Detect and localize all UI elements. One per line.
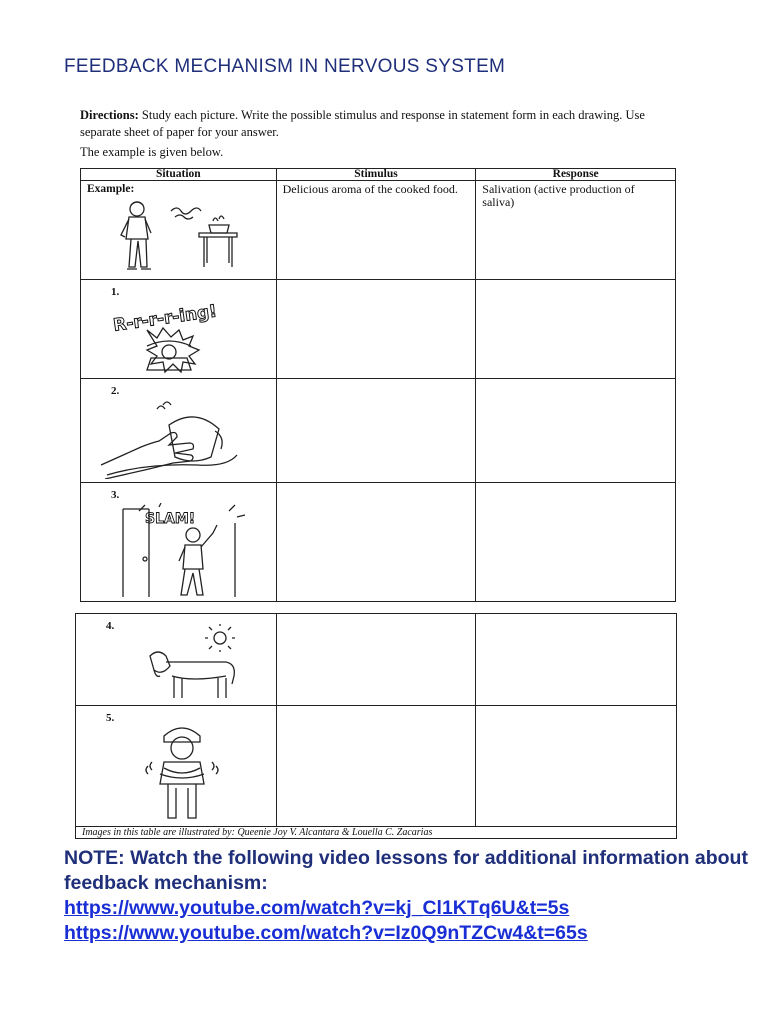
response-cell[interactable] [476,706,677,827]
situation-cell [76,706,277,827]
shivering-girl-illustration [132,718,232,824]
row-number: 2. [111,385,120,397]
smelling-boy-illustration [109,195,249,277]
table-row [81,379,676,483]
table-row [81,483,676,602]
slam-caption: SLAM! [145,511,196,527]
response-cell[interactable] [476,614,677,706]
row-number: 5. [106,712,115,724]
hand-touching-hot-pot-illustration [97,395,247,479]
directions-label: Directions: [80,108,139,122]
door-slam-illustration [119,503,249,599]
stimulus-cell[interactable] [276,379,476,483]
header-response: Response [476,169,676,181]
ringing-telephone-illustration [107,298,257,376]
response-cell[interactable] [476,483,676,602]
ring-caption: R-r-r-r-ing! [112,301,219,336]
response-cell[interactable] [476,280,676,379]
stimulus-cell[interactable] [276,614,476,706]
table-row [81,280,676,379]
stimulus-cell[interactable] [276,483,476,602]
illustration-credit: Images in this table are illustrated by: Queenie Joy V. Alcantara & Louella C. Zacarias [82,827,433,838]
stimulus-cell[interactable] [276,280,476,379]
example-response: Salivation (active production of saliva) [482,182,635,209]
video-link-2[interactable]: https://www.youtube.com/watch?v=Iz0Q9nTZCw4&t=65s [64,922,588,944]
example-stimulus: Delicious aroma of the cooked food. [282,182,458,196]
credit-cell [76,827,677,839]
note [64,846,754,946]
worksheet-table-2 [75,613,677,839]
row-number: 3. [111,489,120,501]
table-row-example [81,181,676,280]
row-number: 4. [106,620,115,632]
response-cell[interactable] [476,379,676,483]
page-title: FEEDBACK MECHANISM IN NERVOUS SYSTEM [64,56,506,77]
example-label: Example: [87,183,135,195]
situation-cell [81,181,277,280]
directions [80,107,680,141]
table-row [76,706,677,827]
header-situation: Situation [81,169,277,181]
note-text: NOTE: Watch the following video lessons for additional information about feedback mechanism: [64,847,748,894]
situation-cell [76,614,277,706]
directions-text: Study each picture. Write the possible stimulus and response in statement form in each drawing. Use separate sheet of paper for your answer. [80,108,645,139]
video-link-1[interactable]: https://www.youtube.com/watch?v=kj_Cl1KTq6U&t=5s [64,897,570,919]
situation-cell [81,280,277,379]
dog-in-sun-illustration [136,624,256,704]
worksheet-table-1 [80,168,676,602]
situation-cell [81,379,277,483]
row-number: 1. [111,286,120,298]
stimulus-cell[interactable] [276,706,476,827]
stimulus-cell [276,181,476,280]
response-cell [476,181,676,280]
example-intro: The example is given below. [80,145,224,159]
header-stimulus: Stimulus [276,169,476,181]
table-row [76,614,677,706]
situation-cell [81,483,277,602]
